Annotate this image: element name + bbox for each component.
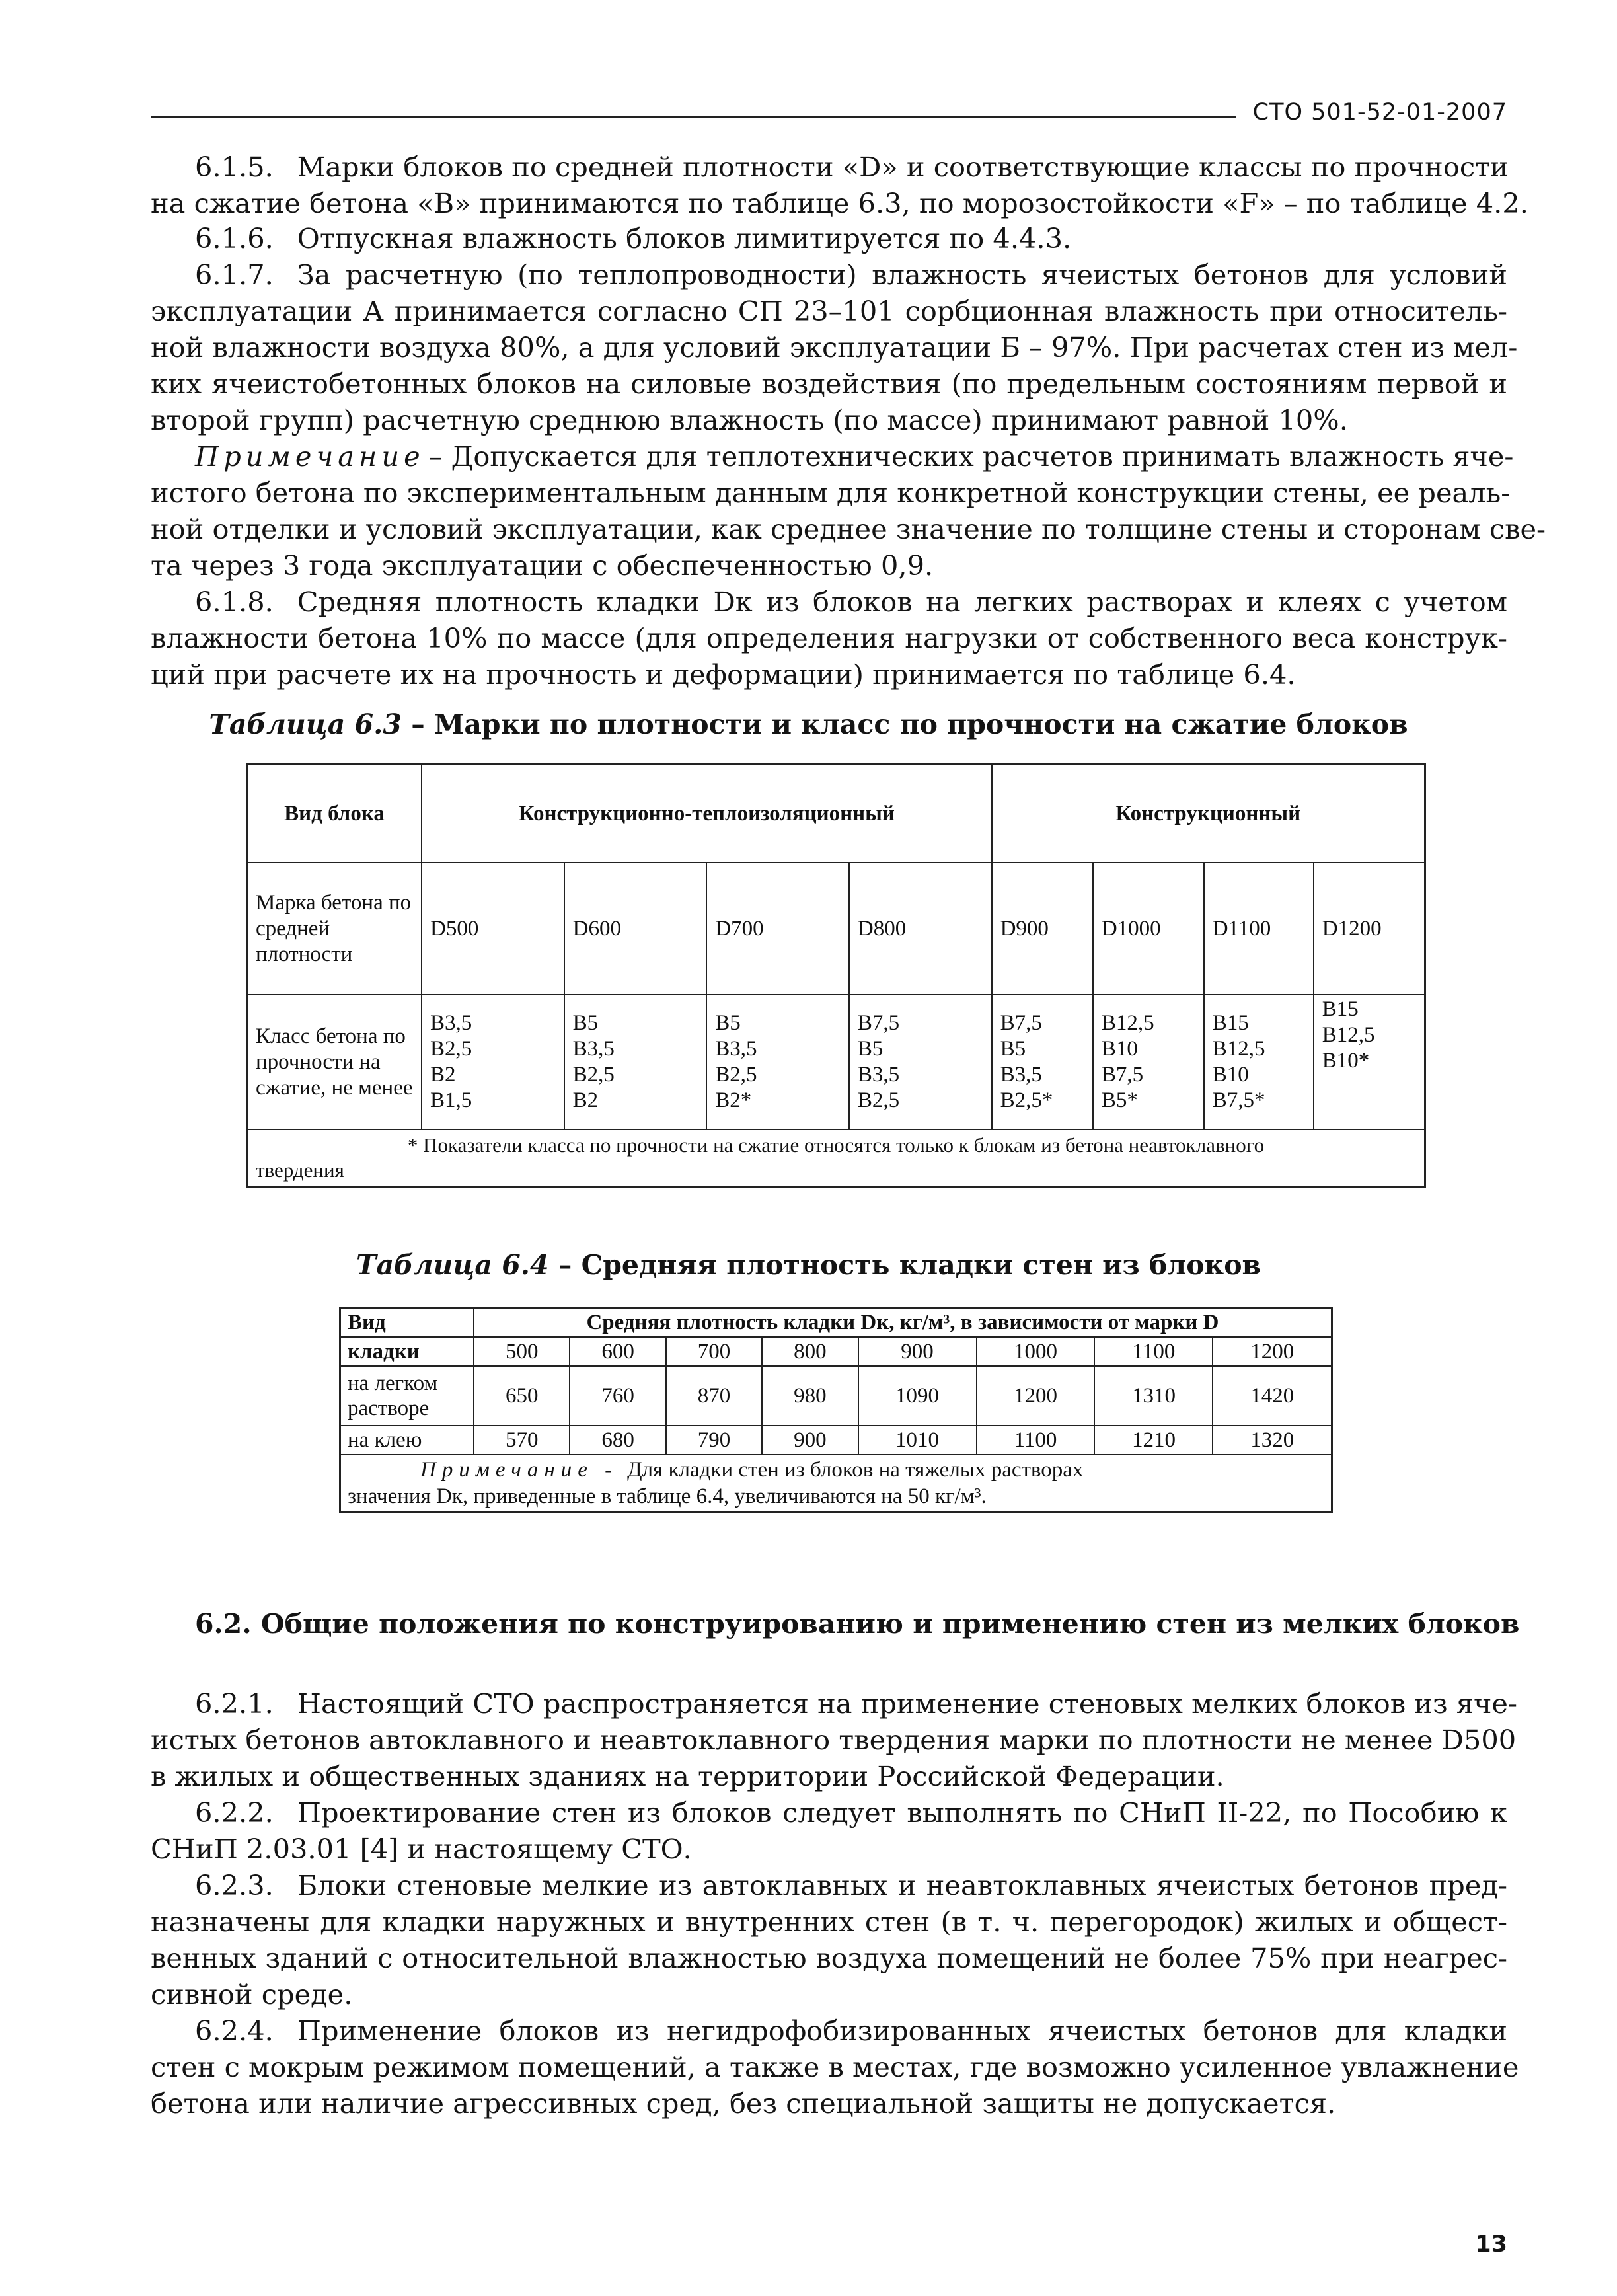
paragraph-6-1-6: 6.1.6. Отпускная влажность блоков лимитируется по 4.4.3. (195, 222, 1072, 254)
header-masonry-type-line2: кладки (340, 1337, 474, 1366)
header-group-density: Средняя плотность кладки Dк, кг/м³, в зависимости от марки D (474, 1308, 1332, 1338)
class-cell: В15 В12,5 В10 В7,5* (1204, 995, 1314, 1129)
paragraph-6-1-7-line3: ной влажности воздуха 80%, а для условий эксплуатации Б – 97%. При расчетах стен из мел- (151, 331, 1518, 364)
grade-cell: 500 (474, 1337, 570, 1366)
clause-number: 6.1.8. (195, 586, 274, 618)
clause-number: 6.1.5. (195, 151, 274, 183)
density-value: 1200 (977, 1366, 1095, 1426)
paragraph-6-1-5: 6.1.5. Марки блоков по средней плотности «D» и соответствующие классы по прочности (195, 151, 1509, 183)
class-cell: В7,5 В5 В3,5 В2,5* (992, 995, 1093, 1129)
density-cell: D1100 (1204, 862, 1314, 995)
paragraph-6-2-4-line3: бетона или наличие агрессивных сред, без специальной защиты не допускается. (151, 2087, 1336, 2120)
row-label-light-mortar: на легком растворе (340, 1366, 474, 1426)
row-label-density: Марка бетона по средней плотности (247, 862, 422, 995)
clause-number: 6.1.6. (195, 222, 274, 254)
clause-number: 6.2.1. (195, 1687, 274, 1720)
density-value: 650 (474, 1366, 570, 1426)
grade-cell: 1000 (977, 1337, 1095, 1366)
density-value: 760 (570, 1366, 665, 1426)
paragraph-6-2-2: 6.2.2. Проектирование стен из блоков следует выполнять по СНиП II-22, по Пособию к (195, 1796, 1507, 1829)
note-label: Примечание (195, 440, 425, 473)
grade-cell: 700 (666, 1337, 762, 1366)
row-label-glue: на клею (340, 1426, 474, 1455)
note-line3: ной отделки и условий эксплуатации, как среднее значение по толщине стены и сторонам све- (151, 513, 1546, 545)
paragraph-6-2-4: 6.2.4. Применение блоков из негидрофобизированных ячеистых бетонов для кладки (195, 2014, 1507, 2047)
note-paragraph: Примечание – Допускается для теплотехнических расчетов принимать влажность яче- (195, 440, 1514, 473)
density-cell: D1200 (1314, 862, 1425, 995)
header-group-insulating: Конструкционно-теплоизоляционный (422, 765, 992, 863)
paragraph-6-1-7-line5: второй групп) расчетную среднюю влажность (по массе) принимают равной 10%. (151, 404, 1348, 436)
grade-cell: 1100 (1094, 1337, 1213, 1366)
density-value: 1010 (858, 1426, 977, 1455)
density-value: 870 (666, 1366, 762, 1426)
density-cell: D900 (992, 862, 1093, 995)
paragraph-6-2-3: 6.2.3. Блоки стеновые мелкие из автоклавных и неавтоклавных ячеистых бетонов пред- (195, 1869, 1507, 1901)
paragraph-6-1-8: 6.1.8. Средняя плотность кладки Dк из блоков на легких растворах и клеях с учетом (195, 586, 1507, 618)
density-value: 680 (570, 1426, 665, 1455)
page-header (151, 99, 1507, 126)
paragraph-6-2-2-line2: СНиП 2.03.01 [4] и настоящему СТО. (151, 1833, 692, 1865)
paragraph-6-1-8-line2: влажности бетона 10% по массе (для определения нагрузки от собственного веса конструк- (151, 622, 1507, 654)
grade-cell: 1200 (1213, 1337, 1332, 1366)
paragraph-6-2-3-line2: назначены для кладки наружных и внутренних стен (в т. ч. перегородок) жилых и общест- (151, 1905, 1507, 1938)
class-cell: В5 В3,5 В2,5 В2* (706, 995, 849, 1129)
paragraph-6-1-7: 6.1.7. За расчетную (по теплопроводности) влажность ячеистых бетонов для условий (195, 258, 1507, 291)
class-cell: В12,5 В10 В7,5 В5* (1093, 995, 1204, 1129)
class-cell: В7,5 В5 В3,5 В2,5 (849, 995, 992, 1129)
paragraph-6-2-4-line2: стен с мокрым режимом помещений, а также в местах, где возможно усиленное увлажнение (151, 2051, 1519, 2083)
table-6-4-note: Примечание - Для кладки стен из блоков на тяжелых растворах значения Dк, приведенные в таблице 6.4, увеличиваются на 50 кг/м³. (340, 1455, 1332, 1512)
class-cell: В15 В12,5 В10* (1314, 995, 1425, 1129)
paragraph-6-2-1-line2: истых бетонов автоклавного и неавтоклавного твердения марки по плотности не менее D500 (151, 1724, 1517, 1756)
note-line4: та через 3 года эксплуатации с обеспеченностью 0,9. (151, 549, 934, 582)
density-value: 1320 (1213, 1426, 1332, 1455)
header-group-structural: Конструкционный (992, 765, 1425, 863)
density-cell: D1000 (1093, 862, 1204, 995)
paragraph-6-1-7-line4: ких ячеистобетонных блоков на силовые воздействия (по предельным состояниям первой и (151, 367, 1507, 400)
density-value: 570 (474, 1426, 570, 1455)
note-line2: истого бетона по экспериментальным данным для конкретной конструкции стены, ее реаль- (151, 477, 1511, 509)
class-cell: В3,5 В2,5 В2 В1,5 (422, 995, 564, 1129)
density-value: 980 (762, 1366, 858, 1426)
paragraph-6-1-8-line3: ций при расчете их на прочность и деформации) принимается по таблице 6.4. (151, 658, 1296, 691)
density-value: 1310 (1094, 1366, 1213, 1426)
header-masonry-type-line1: Вид (340, 1308, 474, 1338)
paragraph-6-2-1-line3: в жилых и общественных зданиях на территории Российской Федерации. (151, 1760, 1224, 1792)
table-6-3 (246, 763, 1426, 1188)
header-block-type: Вид блока (247, 765, 422, 863)
paragraph-6-1-5-cont: на сжатие бетона «В» принимаются по таблице 6.3, по морозостойкости «F» – по таблице 4.2. (151, 187, 1528, 219)
row-label-strength-class: Класс бетона по прочности на сжатие, не менее (247, 995, 422, 1129)
density-cell: D500 (422, 862, 564, 995)
density-cell: D600 (564, 862, 707, 995)
density-value: 900 (762, 1426, 858, 1455)
page-number: 13 (1475, 2231, 1507, 2258)
grade-cell: 800 (762, 1337, 858, 1366)
grade-cell: 900 (858, 1337, 977, 1366)
grade-cell: 600 (570, 1337, 665, 1366)
table-6-3-caption: Таблица 6.3 – Марки по плотности и класс по прочности на сжатие блоков (209, 708, 1408, 740)
note-label: Примечание - (420, 1458, 619, 1482)
paragraph-6-2-3-line3: венных зданий с относительной влажностью воздуха помещений не более 75% при неагрес- (151, 1942, 1507, 1974)
density-value: 1090 (858, 1366, 977, 1426)
paragraph-6-2-3-line4: сивной среде. (151, 1978, 353, 2010)
density-cell: D800 (849, 862, 992, 995)
table-6-3-footnote: * Показатели класса по прочности на сжатие относятся только к блокам из бетона неавтоклавного твердения (247, 1129, 1425, 1187)
clause-number: 6.2.2. (195, 1796, 274, 1829)
class-cell: В5 В3,5 В2,5 В2 (564, 995, 707, 1129)
density-value: 1210 (1094, 1426, 1213, 1455)
paragraph-6-1-7-line2: эксплуатации А принимается согласно СП 23–101 сорбционная влажность при относитель- (151, 295, 1507, 327)
density-cell: D700 (706, 862, 849, 995)
standard-number: СТО 501-52-01-2007 (1252, 99, 1507, 126)
clause-number: 6.2.3. (195, 1869, 274, 1901)
table-6-4-caption: Таблица 6.4 – Средняя плотность кладки стен из блоков (356, 1249, 1261, 1281)
density-value: 790 (666, 1426, 762, 1455)
density-value: 1100 (977, 1426, 1095, 1455)
density-value: 1420 (1213, 1366, 1332, 1426)
paragraph-6-2-1: 6.2.1. Настоящий СТО распространяется на применение стеновых мелких блоков из яче- (195, 1687, 1517, 1720)
clause-number: 6.1.7. (195, 258, 274, 291)
header-rule (151, 116, 1236, 118)
section-title: 6.2. Общие положения по конструированию и применению стен из мелких блоков (195, 1608, 1520, 1640)
clause-number: 6.2.4. (195, 2014, 274, 2047)
table-6-4 (339, 1307, 1333, 1513)
